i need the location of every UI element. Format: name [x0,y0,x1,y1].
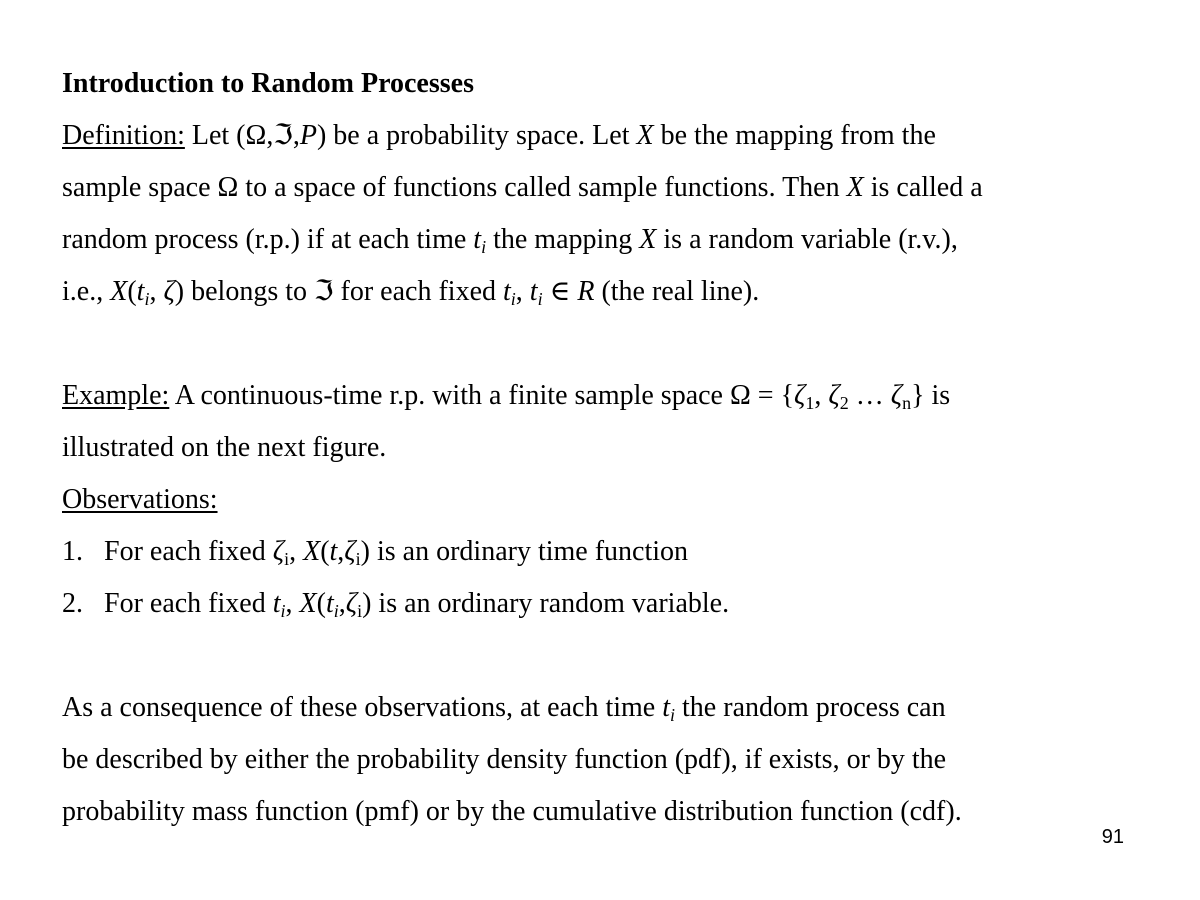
example-line-2: illustrated on the next figure. [62,432,387,463]
definition-text-1: Let (Ω,ℑ,P) be a probability space. Let X be the mapping from the [191,120,936,151]
observation-item [62,526,1172,578]
conclusion-line-1: As a consequence of these observations, at each time $t_i$ the random process can [62,692,946,725]
example-label: Example: [62,380,170,411]
observation-text: For each fixed $t_i$, $X(t_i,\zeta_i)$ is an ordinary random variable. [104,588,730,621]
observation-number: 2. [62,588,83,619]
definition-line-4: i.e., $X(t_i$, ζ) belongs to ℑ for each fixed $t_i$, $t_i$ ∈ R (the real line). [62,276,760,309]
page-title: Introduction to Random Processes [62,68,474,99]
observation-item [62,578,1172,630]
definition-line-3: random process (r.p.) if at each time $t_i$ the mapping X is a random variable (r.v.), [62,224,958,257]
observations-label: Observations: [62,484,218,515]
page-number: 91 [1101,826,1124,848]
observations-heading [62,474,1172,526]
spacer [62,630,1172,682]
conclusion-line-3: probability mass function (pmf) or by the cumulative distribution function (cdf). [62,796,962,827]
spacer [62,318,1172,370]
example-line-1 [62,370,1172,422]
conclusion-line-2: be described by either the probability density function (pdf), if exists, or by the [62,744,947,775]
observation-text: For each fixed $\zeta_i$, $X(t,\zeta_i)$ is an ordinary time function [104,536,689,569]
definition-line-2: sample space Ω to a space of functions called sample functions. Then X is called a [62,172,983,203]
example-text-1: A continuous-time r.p. with a finite sample space $\Omega = \{\zeta_1$, $\zeta_2$ … $\zeta_n$} is [174,380,951,413]
definition-label: Definition: [62,120,185,151]
slide-content [62,58,1172,838]
observation-number: 1. [62,536,83,567]
definition-line-1 [62,110,1172,162]
